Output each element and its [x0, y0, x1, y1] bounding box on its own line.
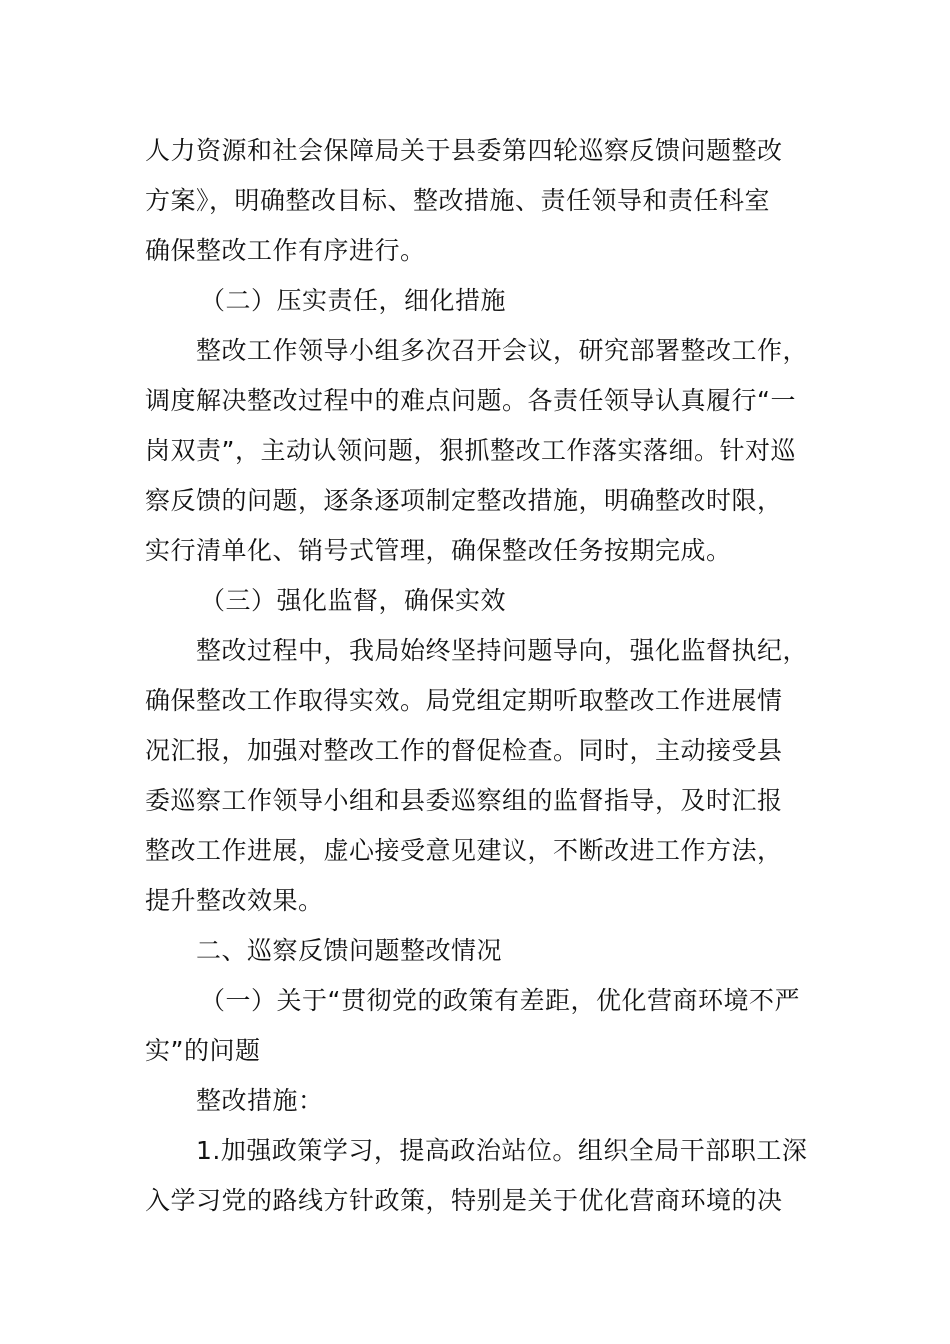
- paragraph-line: 人力资源和社会保障局关于县委第四轮巡察反馈问题整改: [145, 136, 783, 165]
- section-heading: （一）关于“贯彻党的政策有差距，优化营商环境不严: [200, 986, 800, 1015]
- paragraph-line: 实行清单化、销号式管理，确保整改任务按期完成。: [145, 536, 732, 565]
- section-heading: （二）压实责任，细化措施: [200, 286, 507, 315]
- paragraph-line: 整改措施：: [196, 1086, 324, 1115]
- paragraph-line: 入学习党的路线方针政策，特别是关于优化营商环境的决: [145, 1186, 783, 1215]
- paragraph-line: 整改过程中，我局始终坚持问题导向，强化监督执纪，: [196, 636, 809, 665]
- paragraph-line: 方案》，明确整改目标、整改措施、责任领导和责任科室: [145, 186, 771, 215]
- paragraph-line: 整改工作进展，虚心接受意见建议，不断改进工作方法，: [145, 836, 783, 865]
- paragraph-line: 况汇报，加强对整改工作的督促检查。同时，主动接受县: [145, 736, 783, 765]
- paragraph-line: 岗双责”，主动认领问题，狠抓整改工作落实落细。针对巡: [145, 436, 796, 465]
- paragraph-line: 察反馈的问题，逐条逐项制定整改措施，明确整改时限，: [145, 486, 783, 515]
- paragraph-line: 整改工作领导小组多次召开会议，研究部署整改工作，: [196, 336, 809, 365]
- paragraph-line: 1.加强政策学习，提高政治站位。组织全局干部职工深: [196, 1136, 808, 1165]
- paragraph-line: 提升整改效果。: [145, 886, 324, 915]
- paragraph-line: 确保整改工作取得实效。局党组定期听取整改工作进展情: [145, 686, 783, 715]
- section-heading: 二、巡察反馈问题整改情况: [196, 936, 503, 965]
- paragraph-line: 委巡察工作领导小组和县委巡察组的监督指导，及时汇报: [145, 786, 783, 815]
- paragraph-line: 实”的问题: [145, 1036, 261, 1065]
- section-heading: （三）强化监督，确保实效: [200, 586, 507, 615]
- paragraph-line: 确保整改工作有序进行。: [145, 236, 426, 265]
- paragraph-line: 调度解决整改过程中的难点问题。各责任领导认真履行“一: [145, 386, 796, 415]
